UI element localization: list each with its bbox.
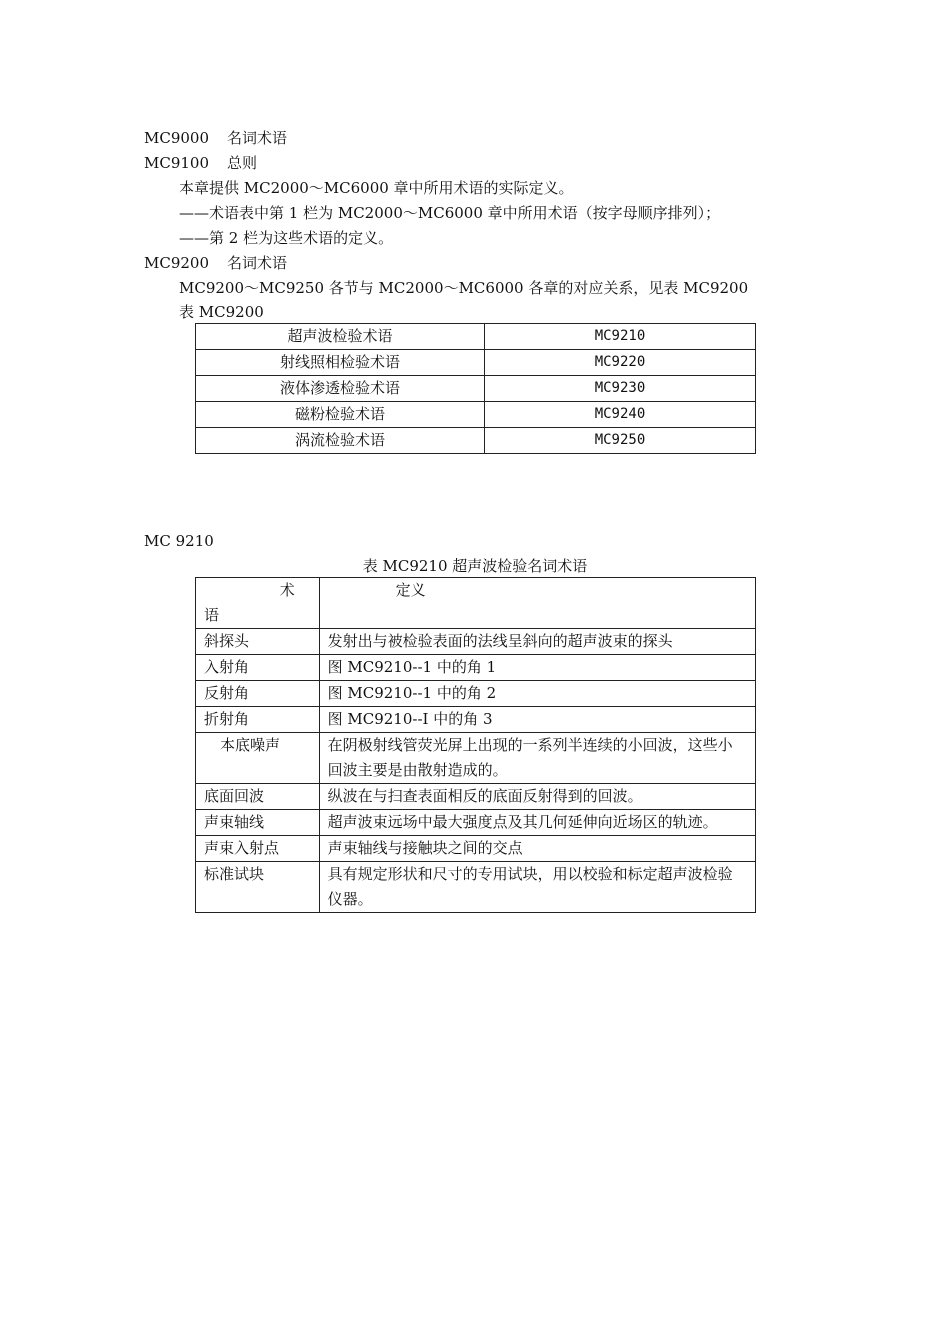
term-cell: 涡流检验术语 bbox=[196, 428, 485, 454]
table-header-row bbox=[196, 578, 756, 629]
general-paragraph-2: ——术语表中第 1 栏为 MC2000～MC6000 章中所用术语（按字母顺序排列）； bbox=[179, 204, 721, 222]
definition-cell: 图 MC9210--I 中的角 3 bbox=[319, 707, 755, 733]
table-row bbox=[196, 810, 756, 836]
term-cell: 射线照相检验术语 bbox=[196, 350, 485, 376]
heading-title: 名词术语 bbox=[227, 129, 288, 147]
term-cell: 折射角 bbox=[196, 707, 320, 733]
heading-title: 名词术语 bbox=[227, 254, 288, 272]
heading-mc9200 bbox=[144, 253, 287, 273]
term-cell: 磁粉检验术语 bbox=[196, 402, 485, 428]
heading-title: 总则 bbox=[227, 154, 258, 172]
term-cell: 声束轴线 bbox=[196, 810, 320, 836]
table-row bbox=[196, 428, 756, 454]
heading-code: MC9000 bbox=[144, 129, 210, 147]
header-term-top: 术 bbox=[279, 581, 295, 599]
table-9210-caption: 表 MC9210 超声波检验名词术语 bbox=[362, 557, 588, 575]
section-code-cell: MC9210 bbox=[485, 324, 756, 350]
term-cell: 底面回波 bbox=[196, 784, 320, 810]
section-code-cell: MC9240 bbox=[485, 402, 756, 428]
section-code-cell: MC9230 bbox=[485, 376, 756, 402]
definition-cell: 声束轴线与接触块之间的交点 bbox=[319, 836, 755, 862]
definition-cell: 图 MC9210--1 中的角 1 bbox=[319, 655, 755, 681]
table-row bbox=[196, 324, 756, 350]
definition-cell: 图 MC9210--1 中的角 2 bbox=[319, 681, 755, 707]
table-row bbox=[196, 707, 756, 733]
definition-cell: 具有规定形状和尺寸的专用试块，用以校验和标定超声波检验仪器。 bbox=[319, 862, 755, 913]
table-row bbox=[196, 350, 756, 376]
section-code-cell: MC9220 bbox=[485, 350, 756, 376]
term-cell: 声束入射点 bbox=[196, 836, 320, 862]
definition-cell: 发射出与被检验表面的法线呈斜向的超声波束的探头 bbox=[319, 629, 755, 655]
heading-code: MC9100 bbox=[144, 154, 210, 172]
term-cell: 反射角 bbox=[196, 681, 320, 707]
table-row bbox=[196, 629, 756, 655]
table-row bbox=[196, 733, 756, 784]
definition-cell: 纵波在与扫查表面相反的底面反射得到的回波。 bbox=[319, 784, 755, 810]
table-row bbox=[196, 784, 756, 810]
term-cell: 本底噪声 bbox=[196, 733, 320, 784]
term-cell: 标准试块 bbox=[196, 862, 320, 913]
header-term-bottom: 语 bbox=[204, 606, 220, 624]
table-row bbox=[196, 402, 756, 428]
table-mc9200 bbox=[195, 323, 756, 454]
header-definition: 定义 bbox=[319, 578, 755, 629]
term-cell: 液体渗透检验术语 bbox=[196, 376, 485, 402]
table-row bbox=[196, 862, 756, 913]
section-code-cell: MC9250 bbox=[485, 428, 756, 454]
term-cell: 斜探头 bbox=[196, 629, 320, 655]
heading-mc9210: MC 9210 bbox=[144, 532, 214, 550]
header-term-cell bbox=[196, 578, 320, 629]
general-paragraph-3: ——第 2 栏为这些术语的定义。 bbox=[179, 229, 394, 247]
general-paragraph-1: 本章提供 MC2000～MC6000 章中所用术语的实际定义。 bbox=[179, 179, 574, 197]
term-cell: 超声波检验术语 bbox=[196, 324, 485, 350]
table-9200-label: 表 MC9200 bbox=[179, 303, 264, 321]
table-row bbox=[196, 376, 756, 402]
heading-mc9000 bbox=[144, 128, 287, 148]
term-cell: 入射角 bbox=[196, 655, 320, 681]
table-mc9210 bbox=[195, 577, 756, 913]
definition-cell: 在阴极射线管荧光屏上出现的一系列半连续的小回波，这些小回波主要是由散射造成的。 bbox=[319, 733, 755, 784]
definition-cell: 超声波束远场中最大强度点及其几何延伸向近场区的轨迹。 bbox=[319, 810, 755, 836]
table-row bbox=[196, 681, 756, 707]
heading-mc9100 bbox=[144, 153, 257, 173]
section-9200-paragraph: MC9200～MC9250 各节与 MC2000～MC6000 各章的对应关系，见表 MC9200 bbox=[179, 279, 749, 297]
table-row bbox=[196, 655, 756, 681]
table-row bbox=[196, 836, 756, 862]
heading-code: MC9200 bbox=[144, 254, 210, 272]
